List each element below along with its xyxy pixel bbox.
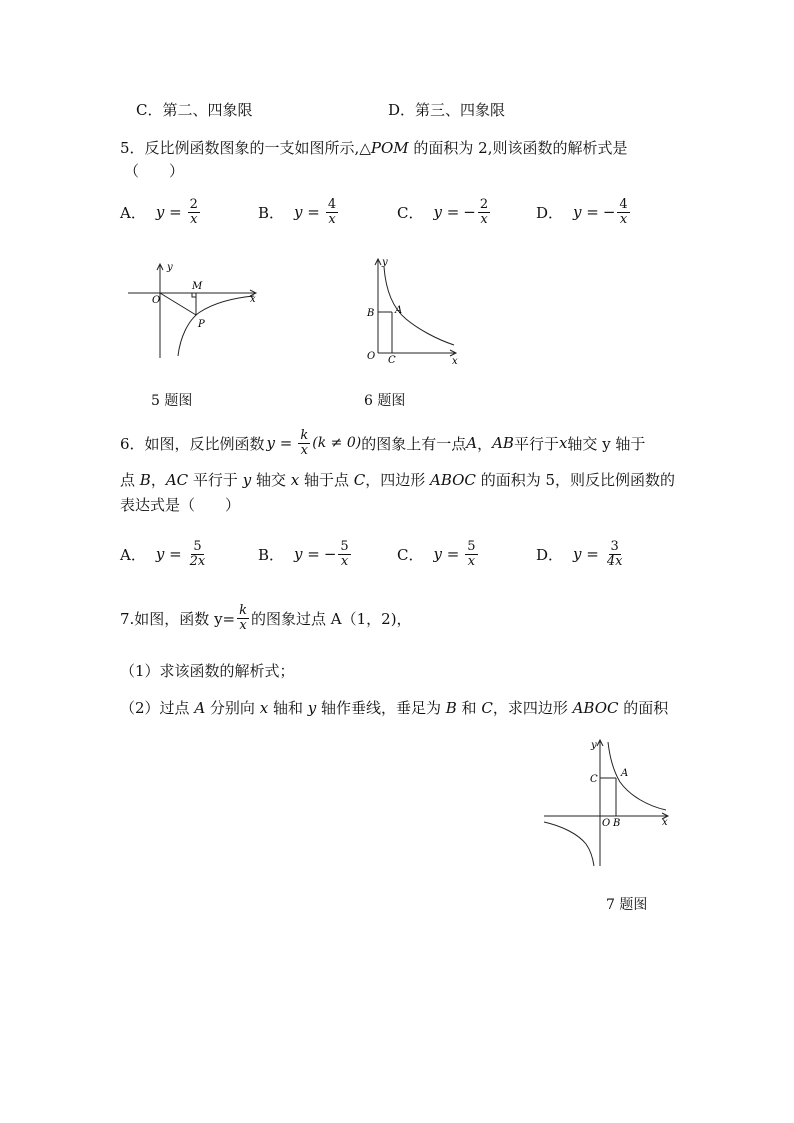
q7-part-2 bbox=[120, 697, 668, 718]
option-lhs: y = bbox=[294, 203, 320, 222]
figure-5 bbox=[122, 258, 264, 362]
option-lhs: y = bbox=[155, 203, 182, 222]
fig7-label-y: y bbox=[591, 740, 597, 751]
q7-p2-c: 轴和 bbox=[268, 699, 308, 717]
option-label: B． bbox=[258, 545, 285, 564]
q6-l2-d: 轴交 bbox=[251, 471, 291, 489]
frac-den: x bbox=[340, 553, 349, 569]
q6-line-1 bbox=[120, 429, 645, 457]
option-fraction bbox=[605, 540, 625, 568]
fig5-label-p: P bbox=[198, 319, 205, 330]
q6-line-3: 表达式是（ ） bbox=[120, 496, 241, 514]
frac-den: x bbox=[619, 211, 628, 227]
frac-num: k bbox=[300, 428, 309, 443]
q5-paren: （ ） bbox=[124, 162, 185, 180]
option-label: D． bbox=[536, 545, 564, 564]
q6-l2-c: 平行于 bbox=[188, 471, 243, 489]
option-lhs: y = bbox=[573, 545, 599, 564]
q6-option-a bbox=[120, 540, 209, 568]
q7-stem-a: 7.如图，函数 y= bbox=[120, 609, 236, 628]
fig7-caption: 7 题图 bbox=[606, 897, 648, 913]
option-fraction bbox=[326, 198, 338, 226]
option-label: A． bbox=[120, 203, 146, 222]
frac-num: k bbox=[239, 603, 248, 618]
q5-option-b bbox=[258, 198, 340, 226]
option-lhs: y = bbox=[155, 545, 182, 564]
frac-den: x bbox=[328, 211, 336, 227]
q5-stem bbox=[120, 137, 627, 158]
fig5-label-o: O bbox=[152, 295, 161, 306]
fig7-label-x: x bbox=[662, 817, 668, 828]
q6-l1-x: x bbox=[558, 434, 568, 453]
q7-part-1: （1）求该函数的解析式； bbox=[120, 662, 295, 680]
frac-num: 4 bbox=[327, 197, 337, 212]
q5-stem-part1: 5．反比例函数图象的一支如图所示,△ bbox=[120, 139, 371, 157]
frac-den: x bbox=[467, 553, 476, 569]
q6-l1-e: 轴交 y 轴于 bbox=[567, 434, 646, 453]
q6-l1-d: 平行于 bbox=[513, 434, 559, 453]
option-fraction bbox=[617, 198, 629, 226]
q6-l2-g: 的面积为 5，则反比例函数的 bbox=[475, 471, 676, 489]
fig7-label-c: C bbox=[590, 774, 598, 785]
option-sign: − bbox=[323, 545, 337, 564]
option-label: C． bbox=[397, 545, 424, 564]
fig5-caption: 5 题图 bbox=[151, 393, 193, 409]
option-label: B． bbox=[258, 203, 285, 222]
option-label: D． bbox=[536, 203, 564, 222]
q6-l2-ABOC: ABOC bbox=[430, 471, 476, 489]
frac-den: x bbox=[239, 617, 247, 633]
q6-l1-cond: (k ≠ 0) bbox=[312, 435, 362, 452]
fig6-label-b: B bbox=[367, 308, 375, 319]
q6-l1-AB: AB bbox=[492, 434, 514, 453]
q4-option-c: C．第二、四象限 bbox=[136, 101, 253, 119]
fig5-label-x: x bbox=[250, 294, 256, 305]
q6-l1-c: ， bbox=[477, 434, 493, 453]
frac-num: 2 bbox=[189, 197, 198, 212]
frac-den: 2x bbox=[189, 553, 206, 569]
frac-den: 4x bbox=[606, 553, 623, 569]
q5-stem-part2: 的面积为 2,则该函数的解析式是 bbox=[408, 139, 628, 157]
q7-p2-e: 和 bbox=[456, 699, 482, 717]
option-fraction bbox=[478, 198, 490, 226]
frac-num: 2 bbox=[479, 197, 489, 212]
fig7-label-b: B bbox=[613, 818, 621, 829]
q6-line-2 bbox=[120, 469, 675, 490]
q7-stem-b: 的图象过点 A（1，2)， bbox=[251, 609, 412, 628]
q7-p2-B: B bbox=[445, 699, 457, 717]
frac-den: x bbox=[190, 211, 198, 227]
fig7-label-a: A bbox=[621, 768, 629, 779]
q6-l2-B: B bbox=[139, 471, 151, 489]
q7-fraction bbox=[237, 604, 249, 632]
option-label: A． bbox=[120, 545, 146, 564]
q6-l2-e: 轴于点 bbox=[299, 471, 354, 489]
q6-l2-y: y bbox=[242, 471, 252, 489]
fig6-caption: 6 题图 bbox=[364, 393, 406, 409]
option-lhs: y = bbox=[573, 203, 599, 222]
q6-l1-a: 6．如图，反比例函数 bbox=[120, 434, 265, 453]
q7-p2-C: C bbox=[481, 699, 493, 717]
option-lhs: y = bbox=[294, 545, 320, 564]
q7-p2-g: 的面积 bbox=[618, 699, 669, 717]
frac-num: 5 bbox=[467, 539, 476, 554]
option-sign: − bbox=[602, 203, 616, 222]
q7-p2-x: x bbox=[259, 699, 269, 717]
fig6-label-x: x bbox=[452, 356, 458, 367]
q6-fraction bbox=[298, 429, 310, 457]
option-lhs: y = bbox=[433, 203, 460, 222]
q7-p2-A: A bbox=[194, 699, 206, 717]
q6-l2-a: 点 bbox=[120, 471, 140, 489]
q6-l1-y: y = bbox=[266, 434, 293, 453]
fig5-label-y: y bbox=[167, 262, 173, 273]
q6-l1-b: 的图象上有一点 bbox=[361, 434, 467, 453]
option-sign: − bbox=[463, 203, 476, 222]
option-fraction bbox=[188, 198, 200, 226]
fig6-label-o: O bbox=[367, 351, 376, 362]
frac-num: 4 bbox=[619, 197, 628, 212]
fig6-label-c: C bbox=[388, 355, 396, 366]
q5-option-a bbox=[120, 198, 202, 226]
q7-p2-y: y bbox=[307, 699, 317, 717]
q6-l2-b: ， bbox=[150, 471, 166, 489]
option-lhs: y = bbox=[433, 545, 460, 564]
q4-option-d: D．第三、四象限 bbox=[388, 101, 506, 119]
q6-option-c bbox=[397, 540, 480, 568]
q6-l2-f: ，四边形 bbox=[365, 471, 430, 489]
frac-num: 3 bbox=[610, 539, 619, 554]
q6-l1-A: A bbox=[466, 434, 478, 453]
q6-l2-x: x bbox=[290, 471, 300, 489]
q7-stem bbox=[120, 604, 412, 632]
q7-p2-ABOC: ABOC bbox=[572, 699, 619, 717]
q5-option-d bbox=[536, 198, 632, 226]
frac-num: 5 bbox=[340, 539, 349, 554]
q6-l2-AC: AC bbox=[165, 471, 189, 489]
q5-option-c bbox=[397, 198, 492, 226]
q7-p2-b: 分别向 bbox=[205, 699, 260, 717]
fig5-label-m: M bbox=[192, 281, 203, 292]
frac-den: x bbox=[480, 211, 488, 227]
q6-option-d bbox=[536, 540, 626, 568]
frac-den: x bbox=[300, 442, 308, 458]
fig7-label-o: O bbox=[602, 818, 611, 829]
q6-option-b bbox=[258, 540, 353, 568]
option-label: C． bbox=[397, 203, 424, 222]
figure-7 bbox=[540, 734, 674, 870]
option-fraction bbox=[338, 540, 350, 568]
fig6-label-a: A bbox=[395, 305, 403, 316]
frac-num: 5 bbox=[193, 539, 202, 554]
fig6-label-y: y bbox=[382, 257, 388, 268]
figure-6 bbox=[360, 253, 464, 367]
q7-p2-d: 轴作垂线，垂足为 bbox=[316, 699, 446, 717]
q5-stem-var: POM bbox=[370, 139, 409, 157]
q7-p2-a: （2）过点 bbox=[120, 699, 195, 717]
q6-l2-C: C bbox=[353, 471, 366, 489]
q7-p2-f: ，求四边形 bbox=[492, 699, 573, 717]
option-fraction bbox=[465, 540, 477, 568]
option-fraction bbox=[188, 540, 208, 568]
